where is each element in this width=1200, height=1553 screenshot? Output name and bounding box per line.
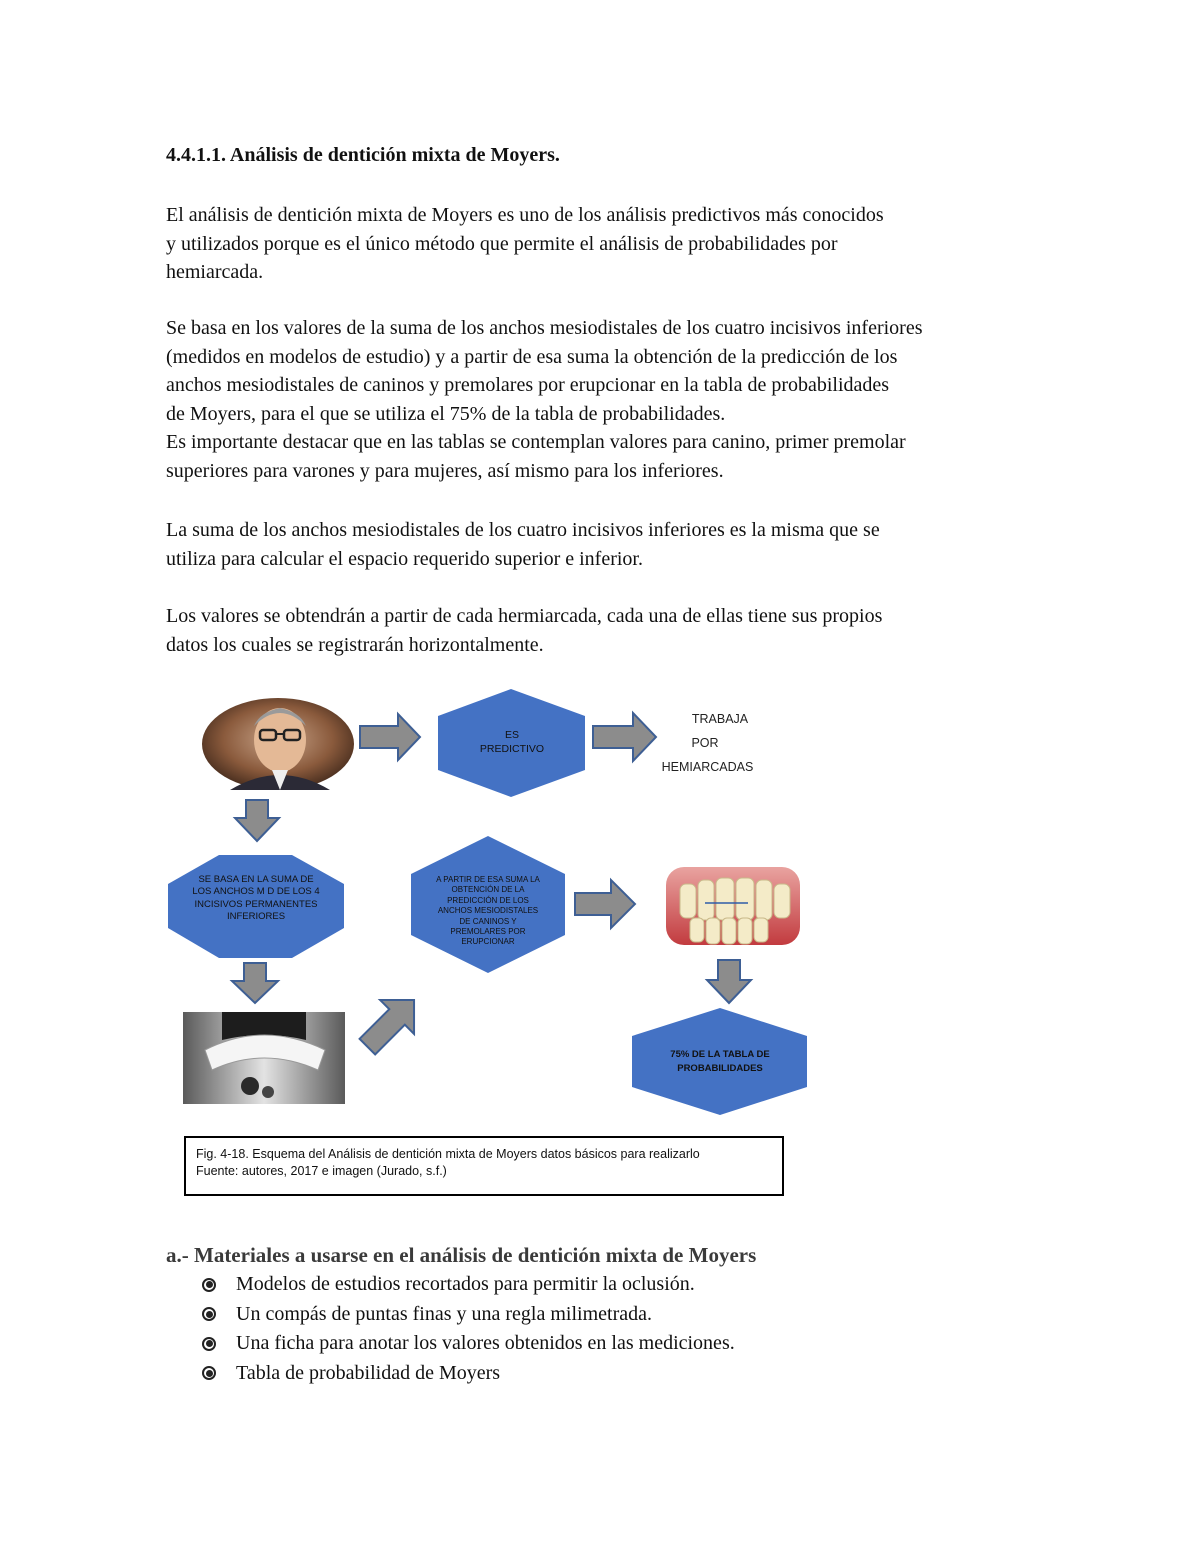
diagram-graphics [0,670,1200,1130]
text-line: (medidos en modelos de estudio) y a partir de esa suma la obtención de la predicción de los [166,345,898,368]
list-item-text: Una ficha para anotar los valores obtenidos en las mediciones. [236,1332,735,1355]
text-line: y utilizados porque es el único método que permite el análisis de probabilidades por [166,232,838,255]
paragraph-values [166,602,1032,659]
a-partir-label: A PARTIR DE ESA SUMA LA OBTENCIÓN DE LA PREDICCIÓN DE LOS ANCHOS MESIODISTALES DE CANINOS Y PREMOLARES POR ERUPCIONAR [436,875,540,947]
arrow-diagonal-icon [350,983,431,1064]
text-line: utiliza para calcular el espacio requerido superior e inferior. [166,547,643,570]
list-item-text: Modelos de estudios recortados para permitir la oclusión. [236,1273,695,1296]
es-predictivo-label: ES PREDICTIVO [479,729,545,755]
moyers-portrait [202,698,354,790]
section-heading: 4.4.1.1. Análisis de dentición mixta de Moyers. [166,144,560,166]
text-line: El análisis de dentición mixta de Moyers es uno de los análisis predictivos más conocidos [166,204,884,226]
arrow-down-icon [232,963,278,1003]
figure-caption [184,1136,784,1196]
list-item [202,1359,735,1389]
radio-bullet-icon [202,1278,216,1292]
arrow-right-icon [360,714,420,760]
text-line: Los valores se obtendrán a partir de cada hermiarcada, cada una de ellas tiene sus propios [166,605,883,627]
list-item-text: Tabla de probabilidad de Moyers [236,1361,501,1384]
list-item [202,1270,735,1300]
paragraph-intro [166,201,1032,287]
caption-line-2: Fuente: autores, 2017 e imagen (Jurado, s.f.) [196,1164,447,1178]
list-item [202,1329,735,1359]
radio-bullet-icon [202,1366,216,1380]
list-item [202,1300,735,1330]
text-line: anchos mesiodistales de caninos y premolares por erupcionar en la tabla de probabilidades [166,374,890,397]
paragraph-basis [166,314,1032,486]
hemiarcadas-label: HEMIARCADAS [661,760,754,774]
paragraph-sum [166,516,1032,573]
text-line: hemiarcada. [166,261,264,284]
text-line: datos los cuales se registrarán horizontalmente. [166,633,544,656]
moyers-flow-diagram [0,670,1200,1130]
teeth-photo [666,867,800,945]
list-item-text: Un compás de puntas finas y una regla milimetrada. [236,1302,652,1325]
text-line: Es importante destacar que en las tablas se contemplan valores para canino, primer premolar [166,431,906,454]
por-label: POR [691,736,719,750]
text-line: de Moyers, para el que se utiliza el 75% de la tabla de probabilidades. [166,402,726,425]
dental-model-photo [183,1012,345,1104]
arrow-down-icon [707,960,751,1003]
text-line: superiores para varones y para mujeres, así mismo para los inferiores. [166,459,724,482]
radio-bullet-icon [202,1337,216,1351]
caption-line-1: Fig. 4-18. Esquema del Análisis de dentición mixta de Moyers datos básicos para realizarlo [196,1147,700,1161]
se-basa-label: SE BASA EN LA SUMA DE LOS ANCHOS M D DE LOS 4 INCISIVOS PERMANENTES INFERIORES [192,874,320,922]
arrow-down-icon [235,800,279,841]
arrow-right-icon [575,880,635,928]
materials-list [202,1270,735,1388]
tabla-label: 75% DE LA TABLA DE PROBABILIDADES [670,1049,770,1074]
radio-bullet-icon [202,1307,216,1321]
materials-heading: a.- Materiales a usarse en el análisis de dentición mixta de Moyers [166,1243,757,1267]
trabaja-label: TRABAJA [691,712,749,726]
text-line: Se basa en los valores de la suma de los anchos mesiodistales de los cuatro incisivos inferiores [166,317,923,339]
text-line: La suma de los anchos mesiodistales de los cuatro incisivos inferiores es la misma que se [166,519,880,541]
